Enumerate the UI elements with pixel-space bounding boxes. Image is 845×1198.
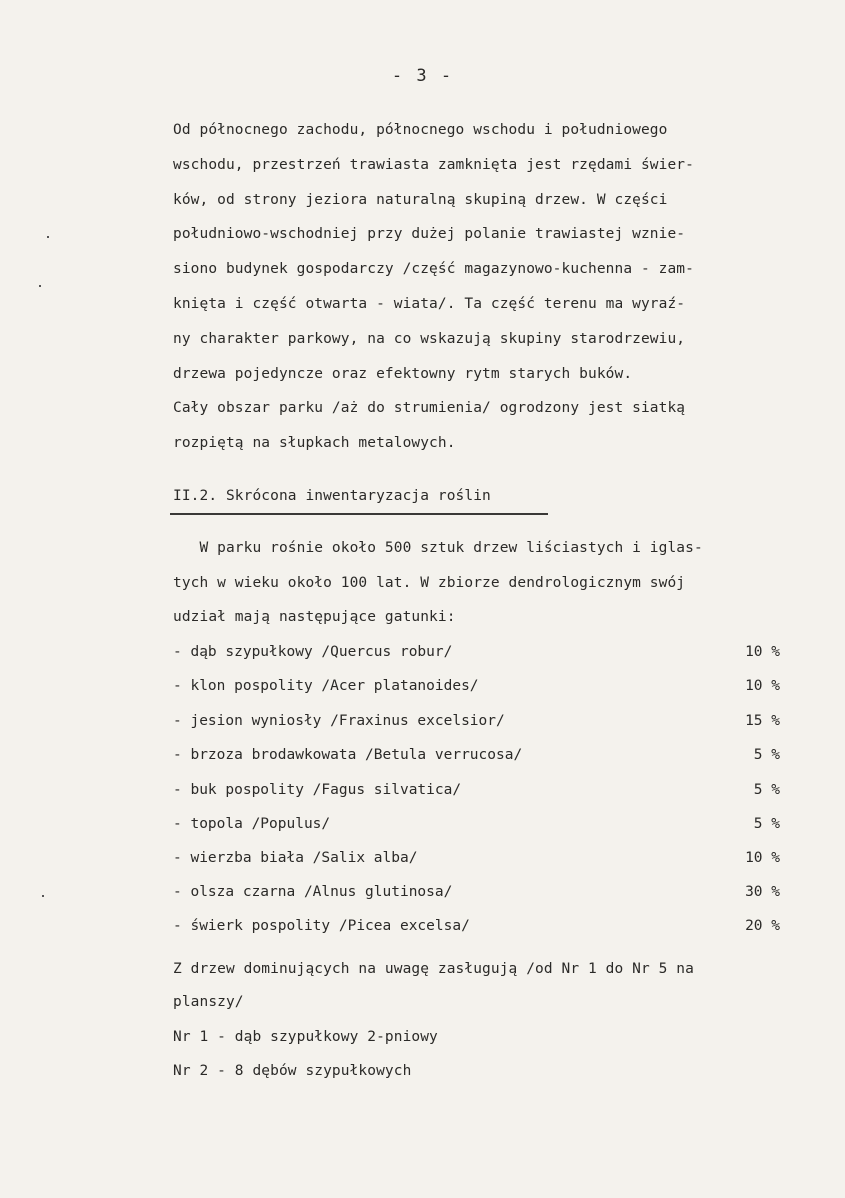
species-percent: 5 % xyxy=(753,782,780,798)
scan-speck xyxy=(47,236,49,238)
text-line: knięta i część otwarta - wiata/. Ta część terenu ma wyraź- xyxy=(173,296,686,312)
species-percent: 10 % xyxy=(745,644,780,660)
species-name: - buk pospolity /Fagus silvatica/ xyxy=(173,782,462,798)
species-name: - topola /Populus/ xyxy=(173,816,331,832)
species-percent: 15 % xyxy=(745,713,780,729)
text-line: drzewa pojedyncze oraz efektowny rytm starych buków. xyxy=(173,366,633,382)
text-line: udział mają następujące gatunki: xyxy=(173,609,456,625)
species-percent: 30 % xyxy=(745,884,780,900)
text-line: W parku rośnie około 500 sztuk drzew liściastych i iglas- xyxy=(173,540,703,556)
species-percent: 10 % xyxy=(745,850,780,866)
text-line: ków, od strony jeziora naturalną skupiną drzew. W części xyxy=(173,192,668,208)
text-line: tych w wieku około 100 lat. W zbiorze dendrologicznym swój xyxy=(173,575,686,591)
species-name: - jesion wyniosły /Fraxinus excelsior/ xyxy=(173,713,505,729)
text-line: siono budynek gospodarczy /część magazynowo-kuchenna - zam- xyxy=(173,261,694,277)
text-line: Cały obszar parku /aż do strumienia/ ogrodzony jest siatką xyxy=(173,400,686,416)
species-name: - brzoza brodawkowata /Betula verrucosa/ xyxy=(173,747,523,763)
text-line: wschodu, przestrzeń trawiasta zamknięta jest rzędami świer- xyxy=(173,157,694,173)
species-percent: 5 % xyxy=(753,747,780,763)
species-percent: 10 % xyxy=(745,678,780,694)
species-name: - wierzba biała /Salix alba/ xyxy=(173,850,418,866)
species-name: - olsza czarna /Alnus glutinosa/ xyxy=(173,884,453,900)
species-percent: 5 % xyxy=(753,816,780,832)
species-name: - świerk pospolity /Picea excelsa/ xyxy=(173,918,470,934)
text-line: Od północnego zachodu, północnego wschodu i południowego xyxy=(173,122,668,138)
page-number: - 3 - xyxy=(391,66,454,86)
text-line: Nr 1 - dąb szypułkowy 2-pniowy xyxy=(173,1029,438,1045)
species-name: - klon pospolity /Acer platanoides/ xyxy=(173,678,479,694)
text-line: południowo-wschodniej przy dużej polanie trawiastej wznie- xyxy=(173,226,686,242)
text-line: rozpiętą na słupkach metalowych. xyxy=(173,435,456,451)
text-line: ny charakter parkowy, na co wskazują skupiny starodrzewiu, xyxy=(173,331,686,347)
section-heading: II.2. Skrócona inwentaryzacja roślin xyxy=(173,488,491,504)
text-line: planszy/ xyxy=(173,994,244,1010)
scan-speck xyxy=(39,285,41,287)
text-line: Nr 2 - 8 dębów szypułkowych xyxy=(173,1063,412,1079)
species-name: - dąb szypułkowy /Quercus robur/ xyxy=(173,644,453,660)
heading-underline xyxy=(170,513,548,515)
scan-speck xyxy=(42,895,44,897)
text-line: Z drzew dominujących na uwagę zasługują /od Nr 1 do Nr 5 na xyxy=(173,961,694,977)
species-percent: 20 % xyxy=(745,918,780,934)
